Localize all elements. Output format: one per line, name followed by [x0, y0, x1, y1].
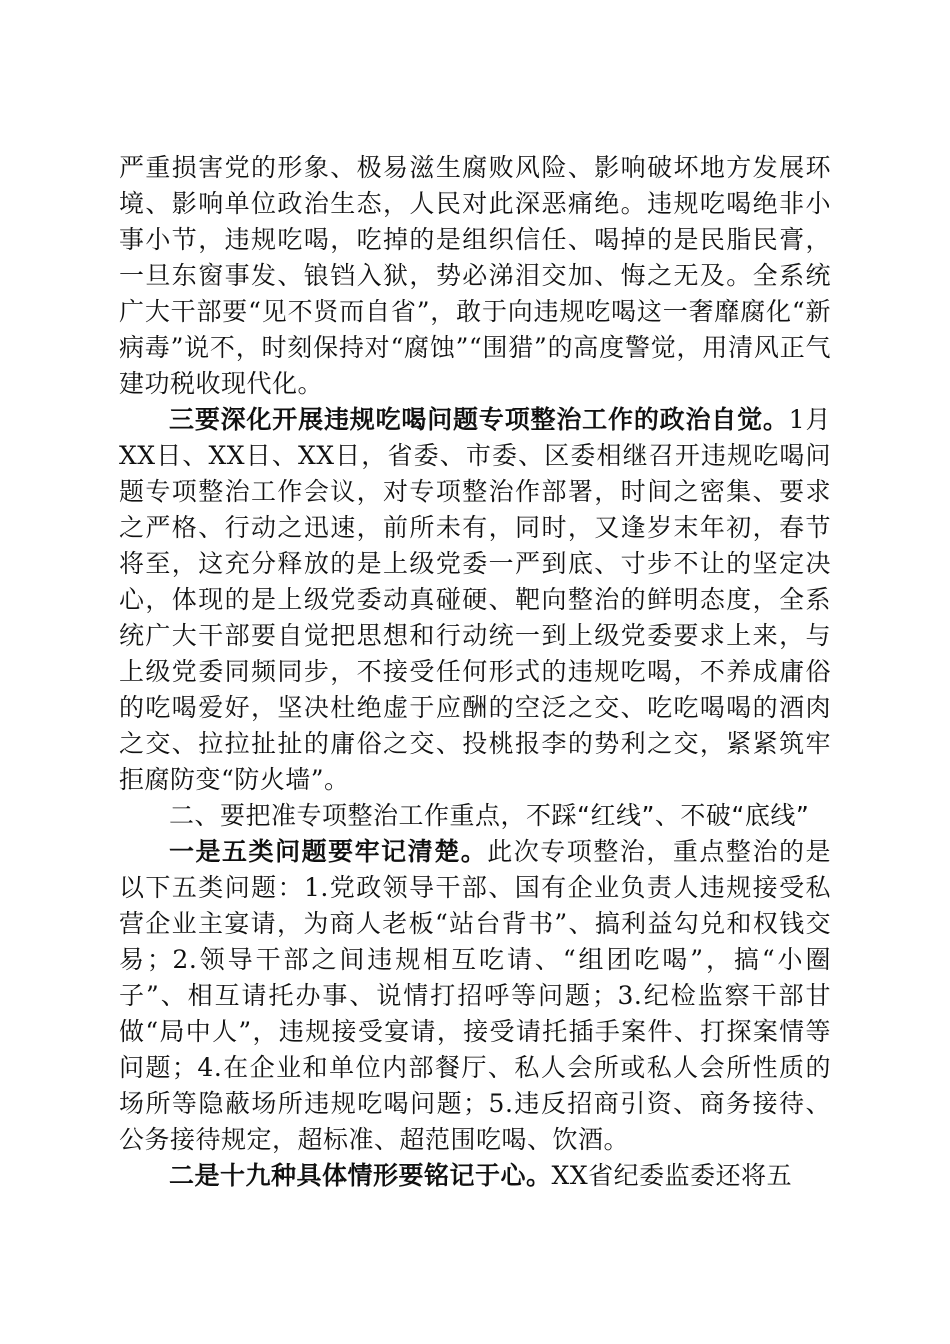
document-body [119, 150, 831, 1194]
paragraph-3 [119, 834, 831, 1158]
paragraph-2-lead: 三要深化开展违规吃喝问题专项整治工作的政治自觉。 [169, 405, 789, 434]
paragraph-2 [119, 402, 831, 798]
paragraph-3-lead: 一是五类问题要牢记清楚。 [169, 837, 488, 866]
paragraph-1-text: 严重损害党的形象、极易滋生腐败风险、影响破坏地方发展环境、影响单位政治生态，人民对此深恶痛绝。违规吃喝绝非小事小节，违规吃喝，吃掉的是组织信任、喝掉的是民脂民膏，一旦东窗事发、锒铛入狱，势必涕泪交加、悔之无及。全系统广大干部要“见不贤而自省”，敢于向违规吃喝这一奢靡腐化“新病毒”说不，时刻保持对“腐蚀”“围猎”的高度警觉，用清风正气建功税收现代化。 [119, 153, 831, 398]
paragraph-4-lead: 二是十九种具体情形要铭记于心。 [169, 1161, 552, 1190]
paragraph-4 [119, 1158, 831, 1194]
paragraph-3-text: 此次专项整治，重点整治的是以下五类问题：1.党政领导干部、国有企业负责人违规接受私营企业主宴请，为商人老板“站台背书”、搞利益勾兑和权钱交易；2.领导干部之间违规相互吃请、“组团吃喝”，搞“小圈子”、相互请托办事、说情打招呼等问题；3.纪检监察干部甘做“局中人”，违规接受宴请，接受请托插手案件、打探案情等问题；4.在企业和单位内部餐厅、私人会所或私人会所性质的场所等隐蔽场所违规吃喝问题；5.违反招商引资、商务接待、公务接待规定，超标准、超范围吃喝、饮酒。 [119, 837, 831, 1154]
section-heading-2: 二、要把准专项整治工作重点，不踩“红线”、不破“底线” [169, 801, 810, 830]
paragraph-4-text: XX省纪委监委还将五 [551, 1161, 793, 1190]
paragraph-2-text: 1月XX日、XX日、XX日，省委、市委、区委相继召开违规吃喝问题专项整治工作会议，对专项整治作部署，时间之密集、要求之严格、行动之迅速，前所未有，同时，又逢岁末年初，春节将至，这充分释放的是上级党委一严到底、寸步不让的坚定决心，体现的是上级党委动真碰硬、靶向整治的鲜明态度，全系统广大干部要自觉把思想和行动统一到上级党委要求上来，与上级党委同频同步，不接受任何形式的违规吃喝，不养成庸俗的吃喝爱好，坚决杜绝虚于应酬的空泛之交、吃吃喝喝的酒肉之交、拉拉扯扯的庸俗之交、投桃报李的势利之交，紧紧筑牢拒腐防变“防火墙”。 [119, 405, 831, 794]
paragraph-1 [119, 150, 831, 402]
